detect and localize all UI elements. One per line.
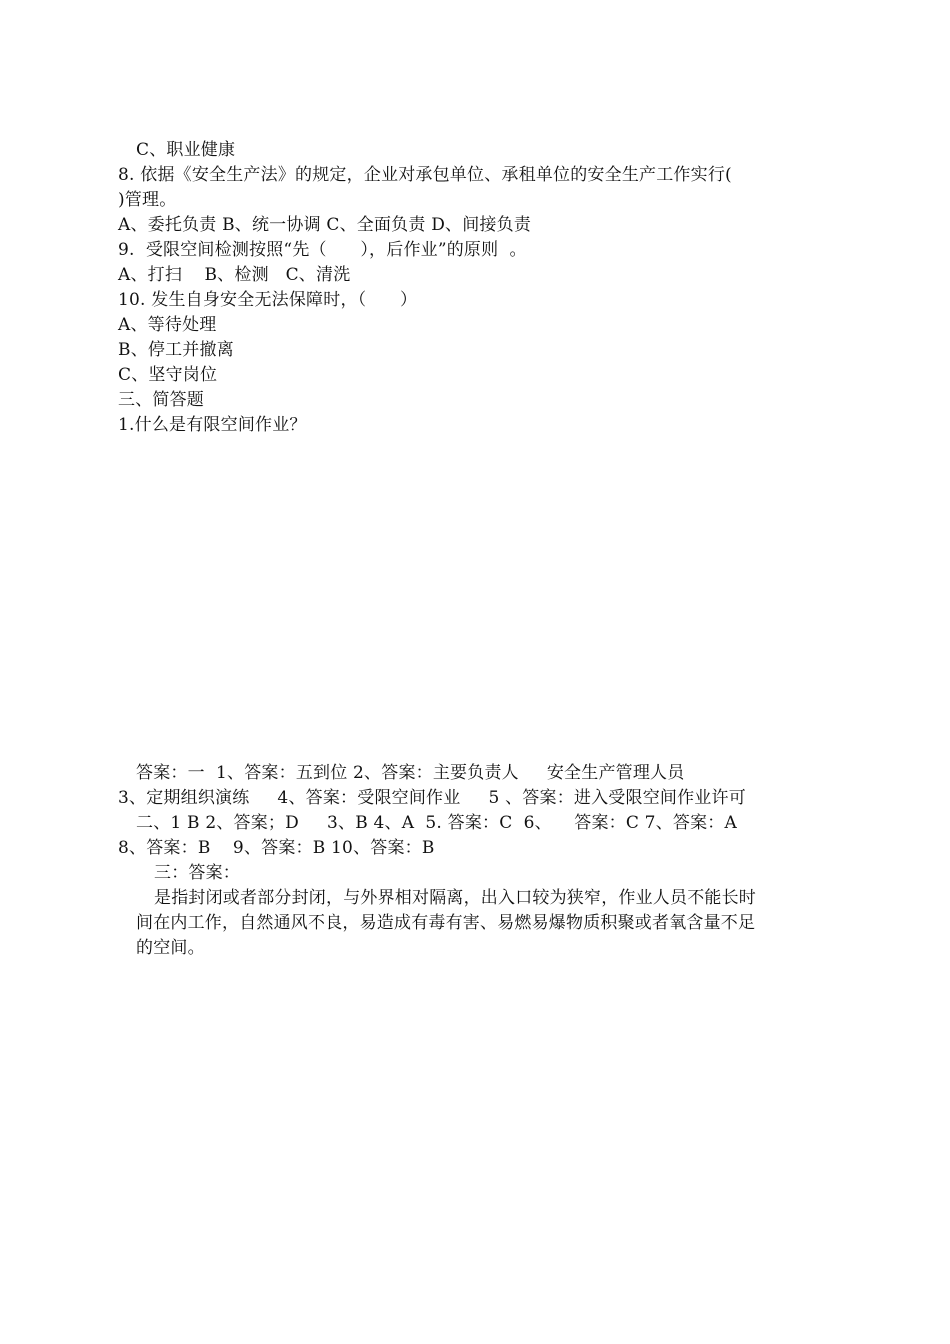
answers-section3-label: 三：答案： bbox=[154, 863, 240, 883]
q8-stem-line1: 8. 依据《安全生产法》的规定，企业对承包单位、承租单位的安全生产工作实行( bbox=[118, 165, 732, 185]
answers-line3: 二、1 B 2、答案；D 3、B 4、A 5. 答案：C 6、 答案：C 7、答案：A bbox=[136, 813, 737, 833]
q9-stem: 9. 受限空间检测按照“先（ ），后作业”的原则 。 bbox=[118, 240, 527, 260]
q8-stem-line2: )管理。 bbox=[118, 190, 177, 210]
answer-paragraph-line1: 是指封闭或者部分封闭，与外界相对隔离，出入口较为狭窄，作业人员不能长时 bbox=[154, 888, 756, 908]
q10-stem: 10. 发生自身安全无法保障时，（ ） bbox=[118, 290, 418, 310]
section3-question1: 1.什么是有限空间作业？ bbox=[118, 415, 307, 435]
q10-option-b: B、停工并撤离 bbox=[118, 340, 234, 360]
answer-paragraph-line2: 间在内工作，自然通风不良，易造成有毒有害、易燃易爆物质积聚或者氧含量不足 bbox=[136, 913, 756, 933]
answers-line1: 答案：一 1、答案：五到位 2、答案：主要负责人 安全生产管理人员 bbox=[136, 763, 685, 783]
answer-paragraph-line3: 的空间。 bbox=[136, 938, 205, 958]
q7-option-c: C、职业健康 bbox=[136, 140, 236, 160]
q10-option-a: A、等待处理 bbox=[118, 315, 217, 335]
section3-title: 三、简答题 bbox=[118, 390, 204, 410]
q8-options: A、委托负责 B、统一协调 C、全面负责 D、间接负责 bbox=[118, 215, 532, 235]
q9-options: A、打扫 B、检测 C、清洗 bbox=[118, 265, 351, 285]
answers-line4: 8、答案：B 9、答案：B 10、答案：B bbox=[118, 838, 435, 858]
q10-option-c: C、坚守岗位 bbox=[118, 365, 218, 385]
answers-line2: 3、定期组织演练 4、答案：受限空间作业 5 、答案：进入受限空间作业许可 bbox=[118, 788, 746, 808]
